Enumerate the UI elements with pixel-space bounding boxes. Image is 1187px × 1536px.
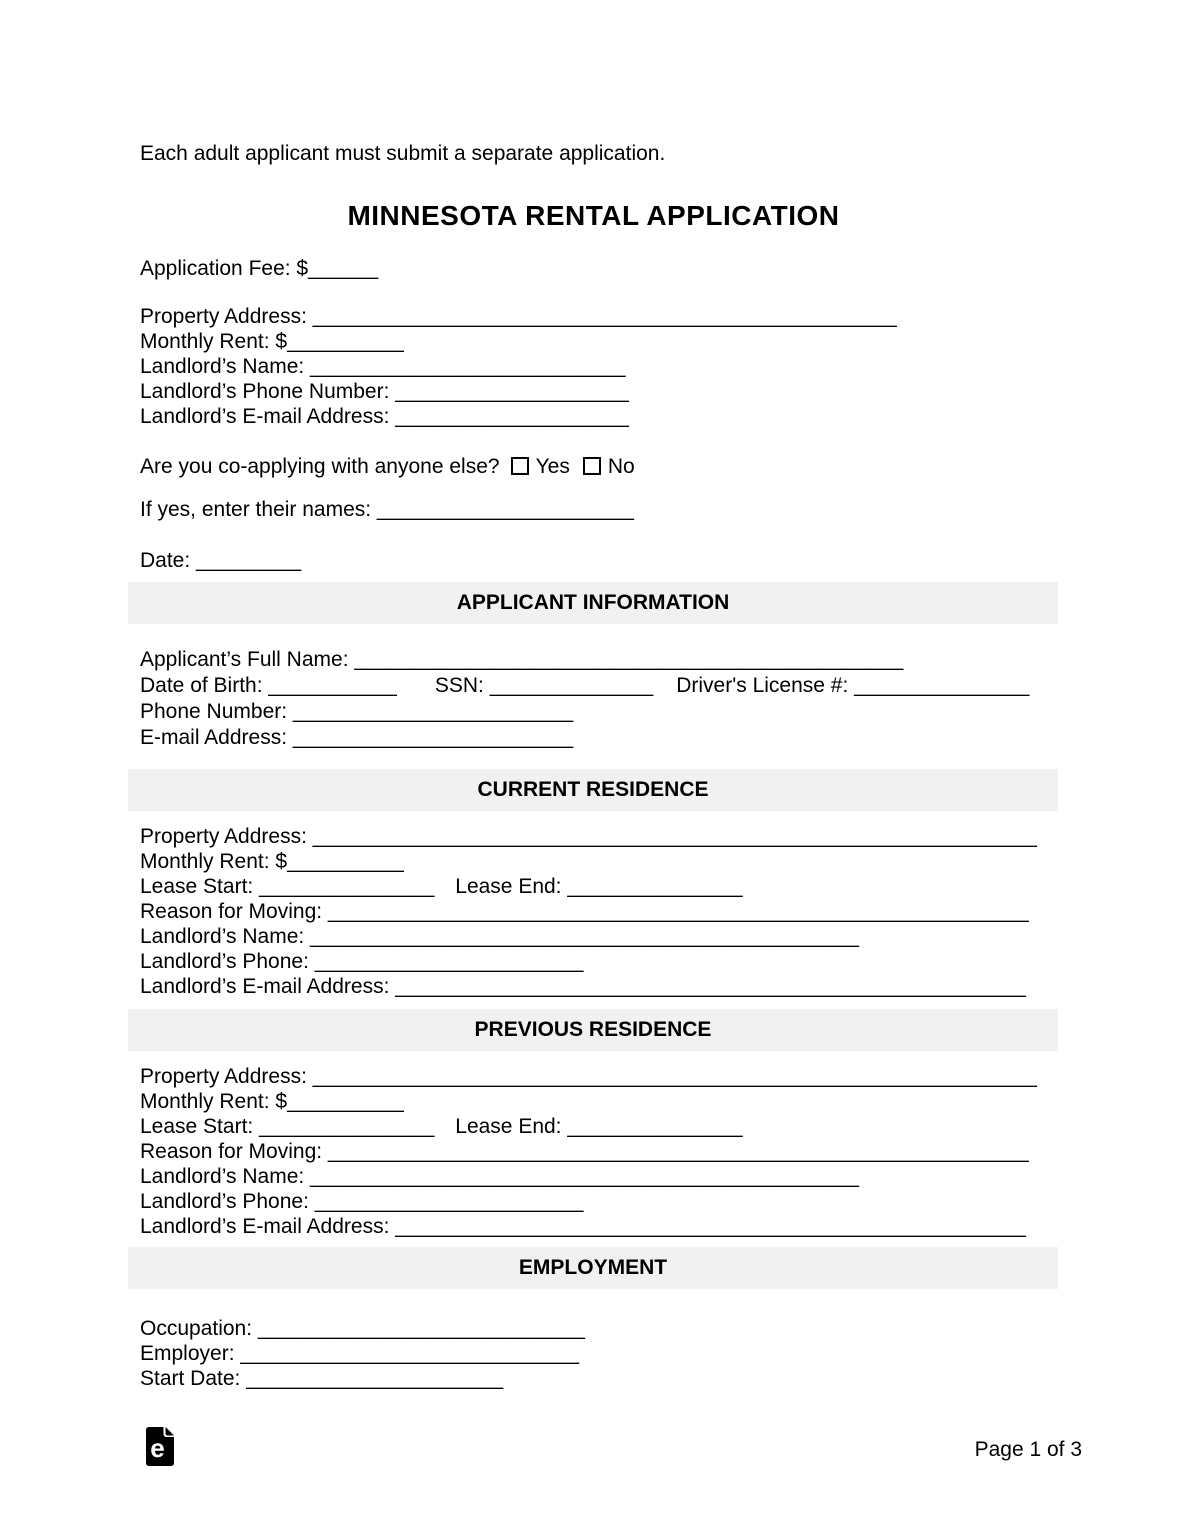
checkbox-yes-icon[interactable] <box>511 457 529 475</box>
co-applicant-names-field[interactable]: If yes, enter their names: ______________________ <box>140 498 634 521</box>
previous-landlord-phone-field[interactable]: Landlord’s Phone: _______________________ <box>140 1190 584 1213</box>
section-header-previous-residence <box>128 1009 1058 1051</box>
applicant-information-block <box>140 647 1029 751</box>
current-landlord-name-field[interactable]: Landlord’s Name: _______________________________________________ <box>140 925 859 948</box>
current-landlord-phone-field[interactable]: Landlord’s Phone: _______________________ <box>140 950 584 973</box>
employer-field[interactable]: Employer: _____________________________ <box>140 1342 580 1365</box>
eforms-logo-icon <box>146 1427 174 1466</box>
co-applying-row <box>140 454 635 479</box>
current-lease-start-field[interactable]: Lease Start: _______________ <box>140 875 435 898</box>
co-applying-yes-label: Yes <box>535 455 570 478</box>
section-header-label: APPLICANT INFORMATION <box>456 591 730 614</box>
current-monthly-rent-field[interactable]: Monthly Rent: $__________ <box>140 850 404 873</box>
date-field[interactable]: Date: _________ <box>140 549 302 572</box>
previous-reason-moving-field[interactable]: Reason for Moving: ____________________________________________________________ <box>140 1140 1029 1163</box>
property-address-field[interactable]: Property Address: __________________________________________________ <box>140 305 897 328</box>
previous-landlord-email-field[interactable]: Landlord’s E-mail Address: ______________________________________________________ <box>140 1215 1026 1238</box>
date-of-birth-field[interactable]: Date of Birth: ___________ <box>140 674 397 697</box>
current-residence-block <box>140 824 1037 999</box>
checkbox-no-icon[interactable] <box>583 457 601 475</box>
occupation-field[interactable]: Occupation: ____________________________ <box>140 1317 585 1340</box>
section-header-label: CURRENT RESIDENCE <box>477 778 709 801</box>
co-applying-question: Are you co-applying with anyone else? <box>140 455 500 478</box>
section-header-employment <box>128 1247 1058 1289</box>
current-landlord-email-field[interactable]: Landlord’s E-mail Address: ______________________________________________________ <box>140 975 1026 998</box>
applicant-email-field[interactable]: E-mail Address: ________________________ <box>140 726 574 749</box>
ssn-field[interactable]: SSN: ______________ <box>434 674 654 697</box>
separate-application-note: Each adult applicant must submit a separate application. <box>140 142 666 165</box>
landlord-email-field[interactable]: Landlord’s E-mail Address: ____________________ <box>140 405 629 428</box>
application-fee-field[interactable]: Application Fee: $______ <box>140 257 379 280</box>
landlord-phone-field[interactable]: Landlord’s Phone Number: ____________________ <box>140 380 629 403</box>
landlord-name-field[interactable]: Landlord’s Name: ___________________________ <box>140 355 626 378</box>
current-lease-dates-row <box>140 874 1037 899</box>
co-applying-no-label: No <box>607 455 635 478</box>
previous-lease-end-field[interactable]: Lease End: _______________ <box>455 1115 743 1138</box>
drivers-license-field[interactable]: Driver's License #: _______________ <box>676 674 1030 697</box>
applicant-phone-field[interactable]: Phone Number: ________________________ <box>140 700 574 723</box>
section-header-current-residence <box>128 769 1058 811</box>
start-date-field[interactable]: Start Date: ______________________ <box>140 1367 504 1390</box>
current-reason-moving-field[interactable]: Reason for Moving: ____________________________________________________________ <box>140 900 1029 923</box>
previous-residence-block <box>140 1064 1037 1239</box>
monthly-rent-field[interactable]: Monthly Rent: $__________ <box>140 330 404 353</box>
previous-lease-dates-row <box>140 1114 1037 1139</box>
applicant-full-name-field[interactable]: Applicant’s Full Name: _______________________________________________ <box>140 648 904 671</box>
property-info-block <box>140 304 897 429</box>
previous-landlord-name-field[interactable]: Landlord’s Name: _______________________________________________ <box>140 1165 859 1188</box>
current-lease-end-field[interactable]: Lease End: _______________ <box>455 875 743 898</box>
previous-lease-start-field[interactable]: Lease Start: _______________ <box>140 1115 435 1138</box>
dob-ssn-license-row <box>140 673 1029 699</box>
section-header-label: EMPLOYMENT <box>518 1256 668 1279</box>
section-header-label: PREVIOUS RESIDENCE <box>474 1018 712 1041</box>
previous-property-address-field[interactable]: Property Address: ______________________________________________________________ <box>140 1065 1037 1088</box>
section-header-applicant-information <box>128 582 1058 624</box>
previous-monthly-rent-field[interactable]: Monthly Rent: $__________ <box>140 1090 404 1113</box>
current-property-address-field[interactable]: Property Address: ______________________________________________________________ <box>140 825 1037 848</box>
employment-block <box>140 1316 585 1391</box>
page-indicator: Page 1 of 3 <box>974 1438 1082 1461</box>
logo-letter: e <box>150 1433 165 1463</box>
page-title: MINNESOTA RENTAL APPLICATION <box>347 200 840 231</box>
